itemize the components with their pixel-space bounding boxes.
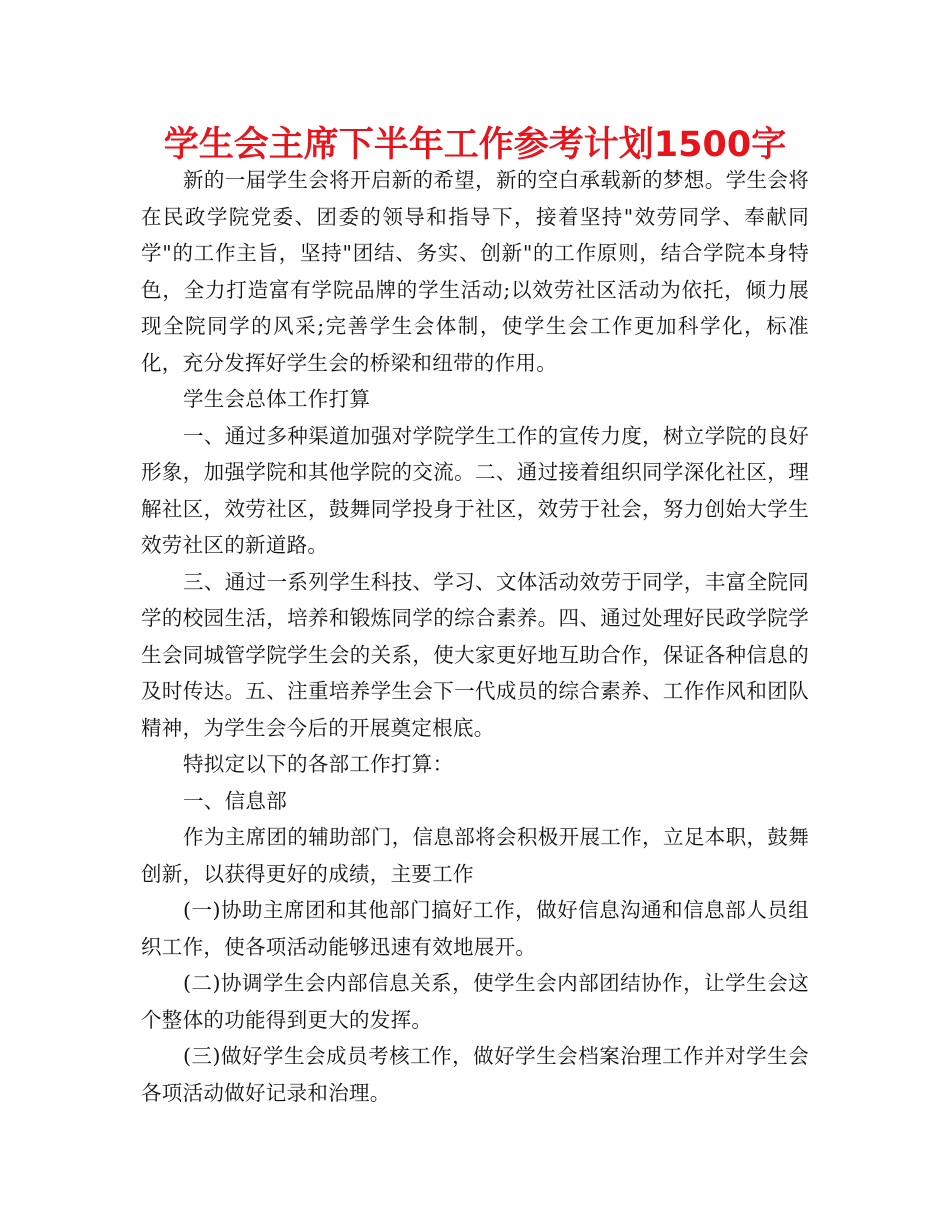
paragraph-info-dept-item-2: (二)协调学生会内部信息关系，使学生会内部团结协作，让学生会这个整体的功能得到更大的发挥。 (141, 971, 809, 1032)
paragraph-info-dept-intro: 作为主席团的辅助部门，信息部将会积极开展工作，立足本职，鼓舞创新，以获得更好的成绩，主要工作 (141, 825, 809, 886)
paragraph-department-plans-heading: 特拟定以下的各部工作打算： (183, 752, 454, 776)
paragraph-info-dept-heading: 一、信息部 (183, 788, 287, 813)
paragraph-overall-plan-heading: 学生会总体工作打算 (183, 387, 371, 411)
document-body (141, 162, 809, 1111)
paragraph-intro: 新的一届学生会将开启新的希望，新的空白承载新的梦想。学生会将在民政学院党委、团委的领导和指导下，接着坚持"效劳同学、奉献同学"的工作主旨，坚持"团结、务实、创新"的工作原则，结合学院本身特色，全力打造富有学院品牌的学生活动;以效劳社区活动为依托，倾力展现全院同学的风采;完善学生会体制，使学生会工作更加科学化，标准化，充分发挥好学生会的桥梁和纽带的作用。 (141, 168, 809, 375)
paragraph-info-dept-item-3: (三)做好学生会成员考核工作，做好学生会档案治理工作并对学生会各项活动做好记录和治理。 (141, 1044, 809, 1105)
document-title: 学生会主席下半年工作参考计划1500字 (163, 125, 787, 165)
paragraph-goals-1-2: 一、通过多种渠道加强对学院学生工作的宣传力度，树立学院的良好形象，加强学院和其他学院的交流。二、通过接着组织同学深化社区，理解社区，效劳社区，鼓舞同学投身于社区，效劳于社会，努力创始大学生效劳社区的新道路。 (141, 423, 809, 557)
paragraph-goals-3-5: 三、通过一系列学生科技、学习、文体活动效劳于同学，丰富全院同学的校园生活，培养和锻炼同学的综合素养。四、通过处理好民政学院学生会同城管学院学生会的关系，使大家更好地互助合作，保证各种信息的及时传达。五、注重培养学生会下一代成员的综合素养、工作作风和团队精神，为学生会今后的开展奠定根底。 (141, 569, 809, 740)
paragraph-info-dept-item-1: (一)协助主席团和其他部门搞好工作，做好信息沟通和信息部人员组织工作，使各项活动能够迅速有效地展开。 (141, 898, 809, 959)
